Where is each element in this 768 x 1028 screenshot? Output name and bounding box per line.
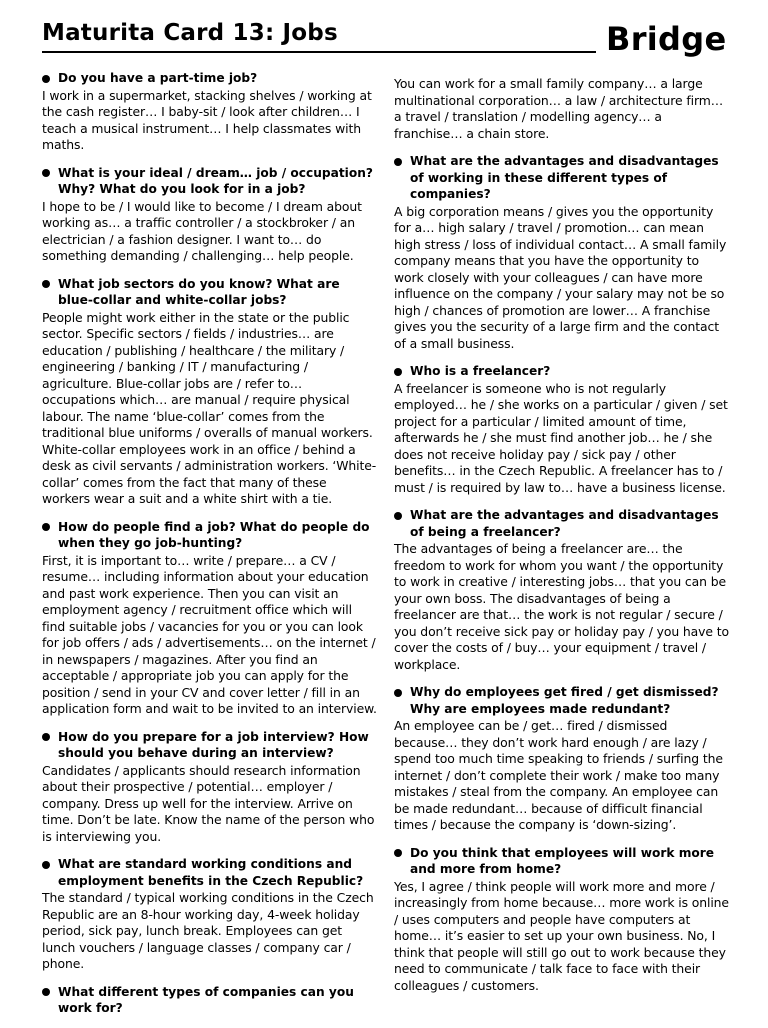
qa-section	[394, 507, 730, 673]
qa-section	[394, 363, 730, 496]
bullet-icon	[42, 523, 50, 531]
answer: The advantages of being a freelancer are… the freedom to work for whom you want / the opportunity to work in creative / interesting jobs… that you can be your own boss. The disadvantages of being a freelancer are that… the work is not regular / secure / you don’t receive sick pay or holiday pay / you have to cover the costs of / buy… your equipment / travel / workplace.	[394, 541, 730, 672]
question: What are the advantages and disadvantages of working in these different types of companies?	[394, 153, 730, 203]
question: What job sectors do you know? What are blue-collar and white-collar jobs?	[42, 276, 378, 309]
question: Do you have a part-time job?	[42, 70, 378, 87]
answer: I hope to be / I would like to become / I dream about working as… a traffic controller / a stockbroker / an electrician / a fashion designer. I want to… do something demanding / challenging… help people.	[42, 198, 362, 263]
qa-section	[42, 856, 378, 973]
answer: A big corporation means / gives you the opportunity for a… high salary / travel / promotion… can mean high stress / loss of individual contact… A small family company means that you have the opportunity to work closely with your colleagues / can have more influence on the company / your salary may not be so high / chances of promotion are lower… A franchise gives you the security of a large firm and the contact of a small business.	[394, 203, 727, 351]
qa-section	[42, 984, 378, 1017]
bullet-icon	[394, 689, 402, 697]
answer: I work in a supermarket, stacking shelves / working at the cash register… I baby-sit / look after children… I teach a musical instrument… I help classmates with maths.	[42, 87, 372, 152]
bullet-icon	[42, 169, 50, 177]
bullet-icon	[42, 280, 50, 288]
bullet-icon	[42, 988, 50, 996]
bullet-icon	[394, 368, 402, 376]
question: What are the advantages and disadvantages of being a freelancer?	[394, 507, 730, 540]
question: What different types of companies can you work for?	[42, 984, 378, 1017]
bullet-icon	[42, 733, 50, 741]
answer: A freelancer is someone who is not regularly employed… he / she works on a particular / given / set project for a particular / limited amount of time, afterwards he / she must find another job… he / she does not receive holiday pay / sick pay / other benefits… in the Czech Republic. A freelancer has to / must / is required by law to… have a business license.	[394, 380, 728, 495]
answer: Yes, I agree / think people will work more and more / increasingly from home because… more work is online / uses computers and people have computers at home… it’s easier to set up your own business. No, I think that people will still go out to work because they need to communicate / talk face to face with their colleagues / customers.	[394, 878, 729, 993]
title-underline	[42, 51, 596, 53]
qa-section	[42, 165, 378, 265]
qa-section	[394, 845, 730, 995]
bullet-icon	[42, 75, 50, 83]
answer: Candidates / applicants should research information about their prospective / potential… employer / company. Dress up well for the interview. Arrive on time. Don’t be late. Know the name of the person who is interviewing you.	[42, 762, 375, 844]
qa-section	[42, 729, 378, 846]
bullet-icon	[42, 861, 50, 869]
question: What are standard working conditions and employment benefits in the Czech Republic?	[42, 856, 378, 889]
card-title: Maturita Card 13: Jobs	[42, 20, 338, 46]
question: Do you think that employees will work more and more from home?	[394, 845, 730, 878]
answer: First, it is important to… write / prepare… a CV / resume… including information about your education and past work experience. Then you can visit an employment agency / recruitment office which will find suitable jobs / vacancies for you or you can look for job offers / ads / advertisements… on the internet / in newspapers / magazines. After you find an acceptable / appropriate job you can apply for the position / send in your CV and cover letter / fill in an application form and wait to be invited to an interview.	[42, 552, 377, 716]
bullet-icon	[394, 512, 402, 520]
qa-section	[42, 519, 378, 718]
qa-section	[42, 276, 378, 508]
bullet-icon	[394, 158, 402, 166]
answer-continued: You can work for a small family company… a large multinational corporation… a law / architecture firm… a travel / translation / modelling agency… a franchise… a chain store.	[394, 76, 724, 141]
qa-section	[42, 70, 378, 154]
question: Who is a freelancer?	[394, 363, 730, 380]
question: Why do employees get fired / get dismissed? Why are employees made redundant?	[394, 684, 730, 717]
qa-section	[394, 684, 730, 834]
right-column	[394, 76, 730, 1005]
answer: People might work either in the state or the public sector. Specific sectors / fields / industries… are education / publishing / healthcare / the military / engineering / banking / IT / manufacturing / agriculture. Blue-collar jobs are / refer to… occupations which… are manual / require physical labour. The name ‘blue-collar’ comes from the traditional blue uniforms / overalls of manual workers. White-collar employees work in an office / behind a desk as civil servants / administration workers. ‘White-collar’ comes from the fact that many of these workers wear a suit and a white shirt with a tie.	[42, 309, 377, 506]
bullet-icon	[394, 849, 402, 857]
question: How do you prepare for a job interview? How should you behave during an interview?	[42, 729, 378, 762]
left-column	[42, 70, 378, 1028]
answer: An employee can be / get… fired / dismissed because… they don’t work hard enough / are lazy / spend too much time speaking to friends / surfing the internet / don’t complete their work / make too many mistakes / steal from the company. An employee can be made redundant… because of difficult financial times / because the company is ‘down-sizing’.	[394, 718, 723, 832]
brand-logo: Bridge	[606, 20, 727, 58]
qa-section	[394, 76, 730, 142]
question: What is your ideal / dream… job / occupation? Why? What do you look for in a job?	[42, 165, 378, 198]
qa-section	[394, 153, 730, 352]
question: How do people find a job? What do people do when they go job-hunting?	[42, 519, 378, 552]
answer: The standard / typical working conditions in the Czech Republic are an 8-hour working day, 4-week holiday period, sick pay, lunch break. Employees can get lunch vouchers / language classes / company car / phone.	[42, 890, 374, 971]
